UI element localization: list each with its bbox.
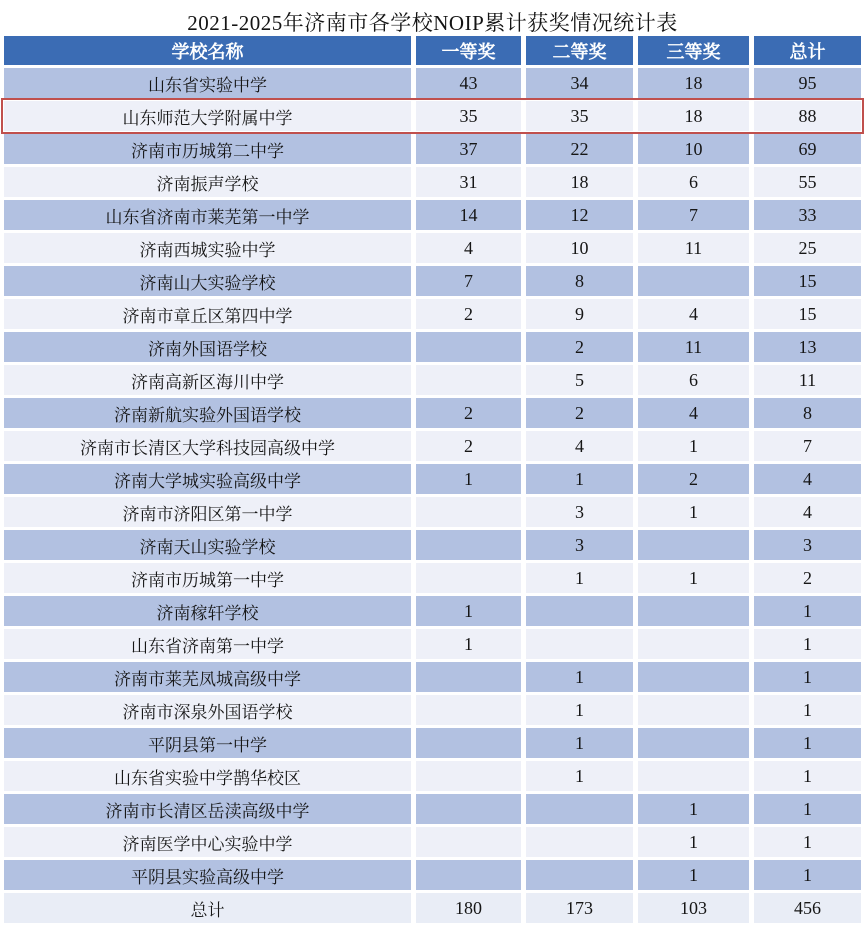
third-prize-cell: 2 — [638, 464, 749, 494]
header-total: 总计 — [754, 36, 861, 65]
second-prize-cell: 18 — [526, 167, 633, 197]
row-total-cell: 69 — [754, 134, 861, 164]
second-prize-cell: 34 — [526, 68, 633, 98]
table-total-row — [4, 893, 861, 923]
first-prize-cell — [416, 332, 521, 362]
first-prize-cell: 1 — [416, 629, 521, 659]
third-prize-cell: 7 — [638, 200, 749, 230]
header-second-prize: 二等奖 — [526, 36, 633, 65]
school-name-cell: 平阴县实验高级中学 — [4, 860, 411, 890]
first-prize-cell — [416, 827, 521, 857]
table-row — [4, 365, 861, 395]
row-total-cell: 95 — [754, 68, 861, 98]
school-name-cell: 济南山大实验学校 — [4, 266, 411, 296]
row-total-cell: 11 — [754, 365, 861, 395]
third-prize-cell: 1 — [638, 563, 749, 593]
first-prize-cell — [416, 530, 521, 560]
table-row — [4, 728, 861, 758]
total-second-prize-sum: 173 — [526, 893, 633, 923]
table-row — [4, 761, 861, 791]
first-prize-cell: 37 — [416, 134, 521, 164]
third-prize-cell — [638, 761, 749, 791]
school-name-cell: 济南新航实验外国语学校 — [4, 398, 411, 428]
row-total-cell: 1 — [754, 695, 861, 725]
school-name-cell: 山东省济南市莱芜第一中学 — [4, 200, 411, 230]
first-prize-cell: 2 — [416, 299, 521, 329]
third-prize-cell: 1 — [638, 794, 749, 824]
school-name-cell: 山东省济南第一中学 — [4, 629, 411, 659]
first-prize-cell — [416, 761, 521, 791]
school-name-cell: 济南市长清区大学科技园高级中学 — [4, 431, 411, 461]
row-total-cell: 2 — [754, 563, 861, 593]
third-prize-cell: 1 — [638, 497, 749, 527]
first-prize-cell: 1 — [416, 596, 521, 626]
table-title: 2021-2025年济南市各学校NOIP累计获奖情况统计表 — [187, 11, 678, 35]
third-prize-cell: 6 — [638, 365, 749, 395]
total-grand-sum: 456 — [754, 893, 861, 923]
second-prize-cell: 12 — [526, 200, 633, 230]
second-prize-cell: 1 — [526, 464, 633, 494]
row-total-cell: 1 — [754, 827, 861, 857]
school-name-cell: 济南振声学校 — [4, 167, 411, 197]
second-prize-cell: 1 — [526, 761, 633, 791]
third-prize-cell — [638, 695, 749, 725]
first-prize-cell — [416, 365, 521, 395]
school-name-cell: 济南天山实验学校 — [4, 530, 411, 560]
total-row-label: 总计 — [4, 893, 411, 923]
second-prize-cell: 10 — [526, 233, 633, 263]
table-row — [4, 695, 861, 725]
table-row — [4, 167, 861, 197]
first-prize-cell: 1 — [416, 464, 521, 494]
row-total-cell: 55 — [754, 167, 861, 197]
second-prize-cell: 2 — [526, 398, 633, 428]
first-prize-cell: 2 — [416, 431, 521, 461]
first-prize-cell — [416, 860, 521, 890]
third-prize-cell: 1 — [638, 860, 749, 890]
school-name-cell: 济南稼轩学校 — [4, 596, 411, 626]
third-prize-cell: 18 — [638, 101, 749, 131]
row-total-cell: 8 — [754, 398, 861, 428]
table-row — [4, 563, 861, 593]
table-row — [4, 860, 861, 890]
second-prize-cell — [526, 794, 633, 824]
school-name-cell: 济南市长清区岳渎高级中学 — [4, 794, 411, 824]
table-row — [4, 200, 861, 230]
second-prize-cell — [526, 596, 633, 626]
table-row — [4, 629, 861, 659]
awards-table — [4, 36, 861, 923]
total-third-prize-sum: 103 — [638, 893, 749, 923]
third-prize-cell — [638, 530, 749, 560]
first-prize-cell: 43 — [416, 68, 521, 98]
school-name-cell: 山东师范大学附属中学 — [4, 101, 411, 131]
table-row — [4, 596, 861, 626]
second-prize-cell: 3 — [526, 530, 633, 560]
second-prize-cell: 9 — [526, 299, 633, 329]
third-prize-cell: 6 — [638, 167, 749, 197]
school-name-cell: 济南高新区海川中学 — [4, 365, 411, 395]
table-row — [4, 530, 861, 560]
row-total-cell: 25 — [754, 233, 861, 263]
school-name-cell: 济南市历城第二中学 — [4, 134, 411, 164]
school-name-cell: 济南市历城第一中学 — [4, 563, 411, 593]
table-row — [4, 266, 861, 296]
school-name-cell: 平阴县第一中学 — [4, 728, 411, 758]
second-prize-cell: 2 — [526, 332, 633, 362]
third-prize-cell: 11 — [638, 332, 749, 362]
first-prize-cell: 7 — [416, 266, 521, 296]
third-prize-cell — [638, 266, 749, 296]
table-row — [4, 299, 861, 329]
row-total-cell: 7 — [754, 431, 861, 461]
table-row — [4, 68, 861, 98]
header-third-prize: 三等奖 — [638, 36, 749, 65]
school-name-cell: 济南市深泉外国语学校 — [4, 695, 411, 725]
school-name-cell: 济南市济阳区第一中学 — [4, 497, 411, 527]
third-prize-cell: 1 — [638, 431, 749, 461]
first-prize-cell: 31 — [416, 167, 521, 197]
second-prize-cell — [526, 629, 633, 659]
second-prize-cell — [526, 860, 633, 890]
second-prize-cell: 35 — [526, 101, 633, 131]
school-name-cell: 济南市莱芜凤城高级中学 — [4, 662, 411, 692]
school-name-cell: 山东省实验中学鹊华校区 — [4, 761, 411, 791]
school-name-cell: 济南西城实验中学 — [4, 233, 411, 263]
table-row — [4, 134, 861, 164]
row-total-cell: 15 — [754, 266, 861, 296]
first-prize-cell — [416, 563, 521, 593]
second-prize-cell: 5 — [526, 365, 633, 395]
row-total-cell: 3 — [754, 530, 861, 560]
table-row — [4, 233, 861, 263]
row-total-cell: 33 — [754, 200, 861, 230]
second-prize-cell: 22 — [526, 134, 633, 164]
table-header-row — [4, 36, 861, 65]
row-total-cell: 88 — [754, 101, 861, 131]
third-prize-cell: 10 — [638, 134, 749, 164]
row-total-cell: 1 — [754, 662, 861, 692]
first-prize-cell: 35 — [416, 101, 521, 131]
table-row — [4, 431, 861, 461]
table-row — [4, 794, 861, 824]
row-total-cell: 1 — [754, 728, 861, 758]
table-row — [4, 497, 861, 527]
second-prize-cell: 1 — [526, 695, 633, 725]
school-name-cell: 济南市章丘区第四中学 — [4, 299, 411, 329]
first-prize-cell — [416, 497, 521, 527]
first-prize-cell — [416, 794, 521, 824]
second-prize-cell: 1 — [526, 662, 633, 692]
first-prize-cell: 4 — [416, 233, 521, 263]
second-prize-cell: 1 — [526, 728, 633, 758]
first-prize-cell: 2 — [416, 398, 521, 428]
row-total-cell: 1 — [754, 596, 861, 626]
school-name-cell: 济南大学城实验高级中学 — [4, 464, 411, 494]
table-row-highlighted — [4, 101, 861, 131]
table-row — [4, 662, 861, 692]
header-first-prize: 一等奖 — [416, 36, 521, 65]
second-prize-cell: 3 — [526, 497, 633, 527]
second-prize-cell: 4 — [526, 431, 633, 461]
row-total-cell: 1 — [754, 629, 861, 659]
total-first-prize-sum: 180 — [416, 893, 521, 923]
first-prize-cell — [416, 728, 521, 758]
first-prize-cell — [416, 662, 521, 692]
third-prize-cell: 18 — [638, 68, 749, 98]
row-total-cell: 1 — [754, 794, 861, 824]
third-prize-cell: 4 — [638, 398, 749, 428]
first-prize-cell: 14 — [416, 200, 521, 230]
second-prize-cell — [526, 827, 633, 857]
row-total-cell: 1 — [754, 860, 861, 890]
third-prize-cell — [638, 629, 749, 659]
third-prize-cell: 1 — [638, 827, 749, 857]
table-row — [4, 398, 861, 428]
row-total-cell: 4 — [754, 464, 861, 494]
school-name-cell: 济南医学中心实验中学 — [4, 827, 411, 857]
third-prize-cell: 11 — [638, 233, 749, 263]
table-row — [4, 827, 861, 857]
row-total-cell: 15 — [754, 299, 861, 329]
third-prize-cell — [638, 662, 749, 692]
row-total-cell: 1 — [754, 761, 861, 791]
third-prize-cell: 4 — [638, 299, 749, 329]
second-prize-cell: 8 — [526, 266, 633, 296]
school-name-cell: 山东省实验中学 — [4, 68, 411, 98]
row-total-cell: 4 — [754, 497, 861, 527]
third-prize-cell — [638, 728, 749, 758]
second-prize-cell: 1 — [526, 563, 633, 593]
header-school-name: 学校名称 — [4, 36, 411, 65]
first-prize-cell — [416, 695, 521, 725]
table-row — [4, 332, 861, 362]
third-prize-cell — [638, 596, 749, 626]
row-total-cell: 13 — [754, 332, 861, 362]
table-row — [4, 464, 861, 494]
school-name-cell: 济南外国语学校 — [4, 332, 411, 362]
